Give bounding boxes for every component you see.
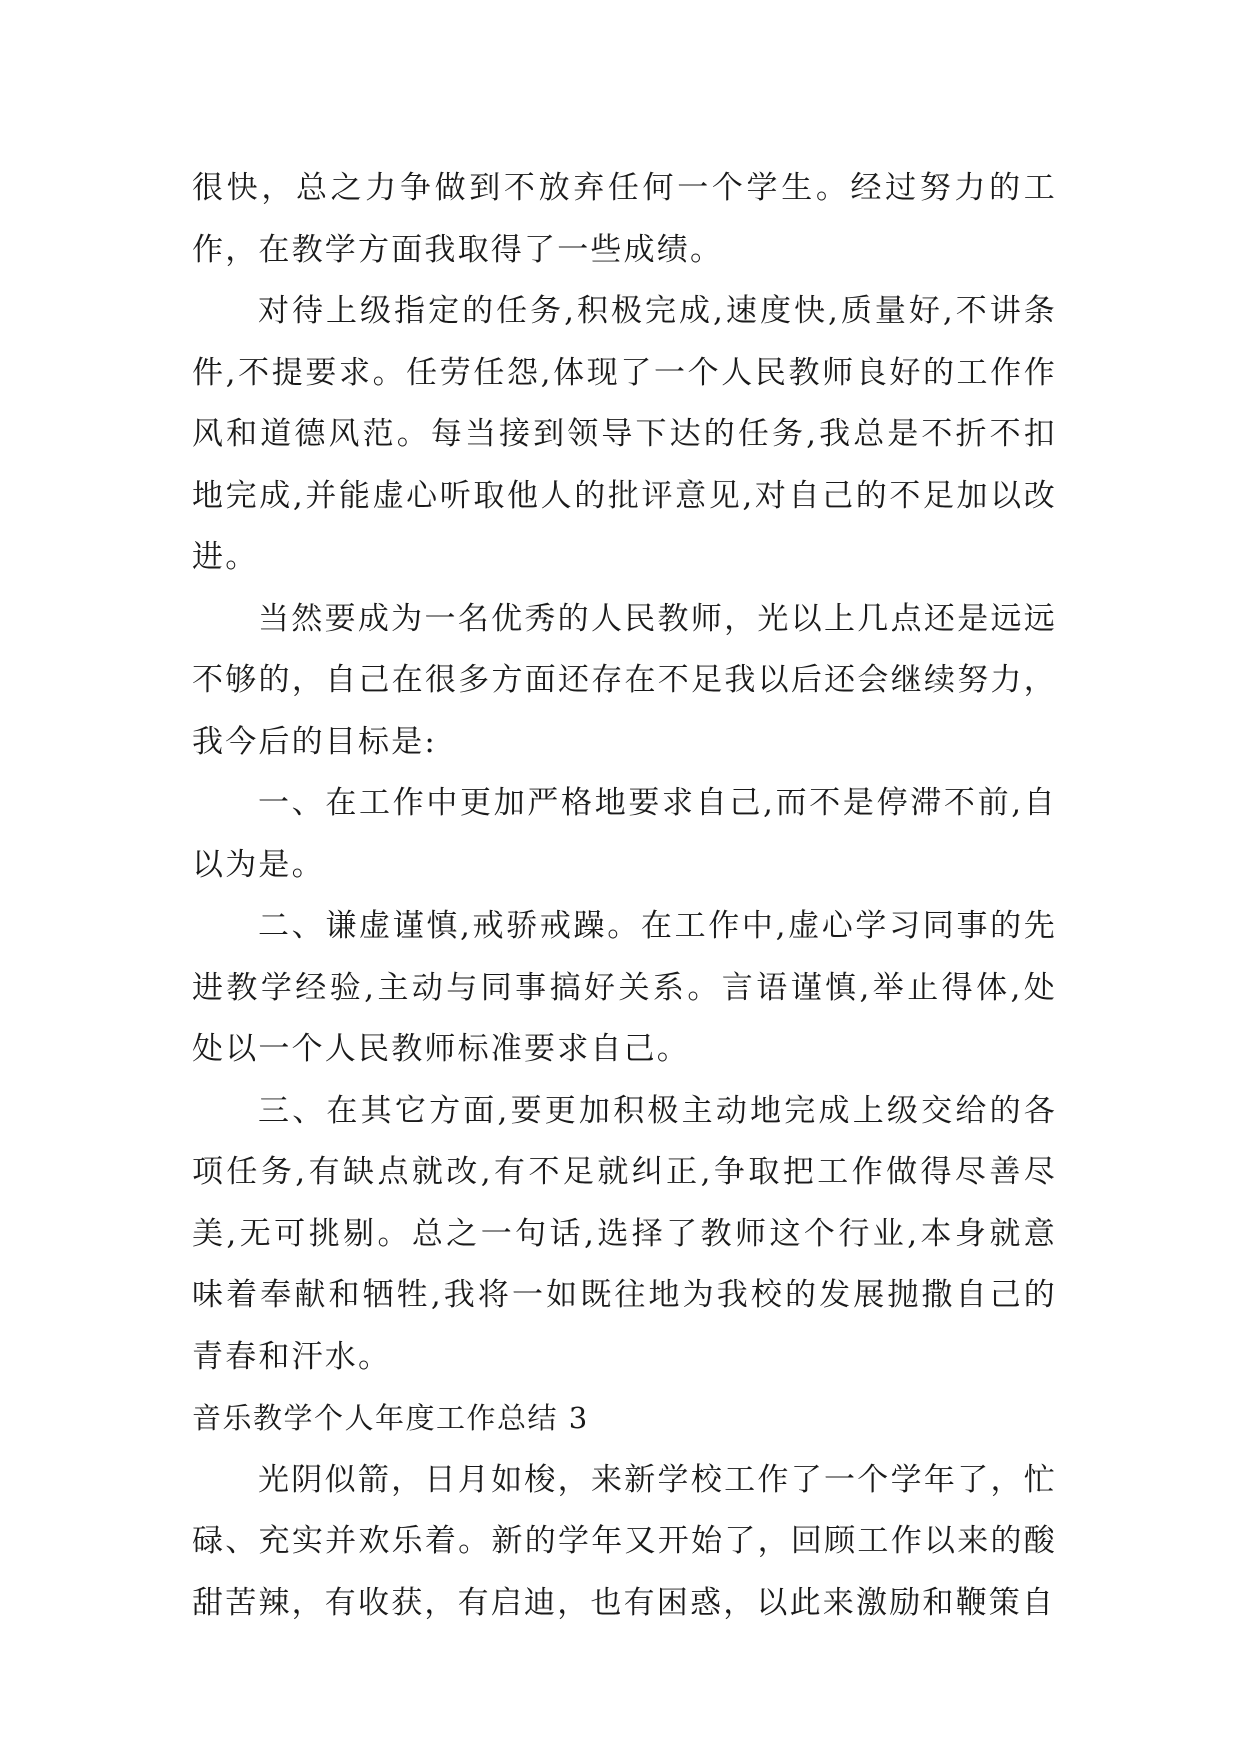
paragraph: 三、在其它方面,要更加积极主动地完成上级交给的各项任务,有缺点就改,有不足就纠正,争取把工作做得尽善尽美,无可挑剔。总之一句话,选择了教师这个行业,本身就意味着奉献和牺牲,我将一如既往地为我校的发展抛撒自己的青春和汗水。: [192, 1092, 1057, 1375]
section-heading: 音乐教学个人年度工作总结 3: [192, 1401, 589, 1435]
paragraph: 光阴似箭，日月如梭，来新学校工作了一个学年了，忙碌、充实并欢乐着。新的学年又开始了，回顾工作以来的酸甜苦辣，有收获，有启迪，也有困惑，以此来激励和鞭策自: [192, 1461, 1057, 1621]
paragraph: 对待上级指定的任务,积极完成,速度快,质量好,不讲条件,不提要求。任劳任怨,体现了一个人民教师良好的工作作风和道德风范。每当接到领导下达的任务,我总是不折不扣地完成,并能虚心听取他人的批评意见,对自己的不足加以改进。: [192, 293, 1057, 575]
paragraph: 一、在工作中更加严格地要求自己,而不是停滞不前,自以为是。: [192, 785, 1057, 883]
paragraph: 二、谦虚谨慎,戒骄戒躁。在工作中,虚心学习同事的先进教学经验,主动与同事搞好关系。言语谨慎,举止得体,处处以一个人民教师标准要求自己。: [192, 908, 1057, 1067]
paragraph: 很快，总之力争做到不放弃任何一个学生。经过努力的工作，在教学方面我取得了一些成绩。: [192, 170, 1057, 268]
document-page: [192, 158, 1057, 1634]
paragraph: 当然要成为一名优秀的人民教师，光以上几点还是远远不够的，自己在很多方面还存在不足我以后还会继续努力，我今后的目标是:: [192, 600, 1057, 760]
